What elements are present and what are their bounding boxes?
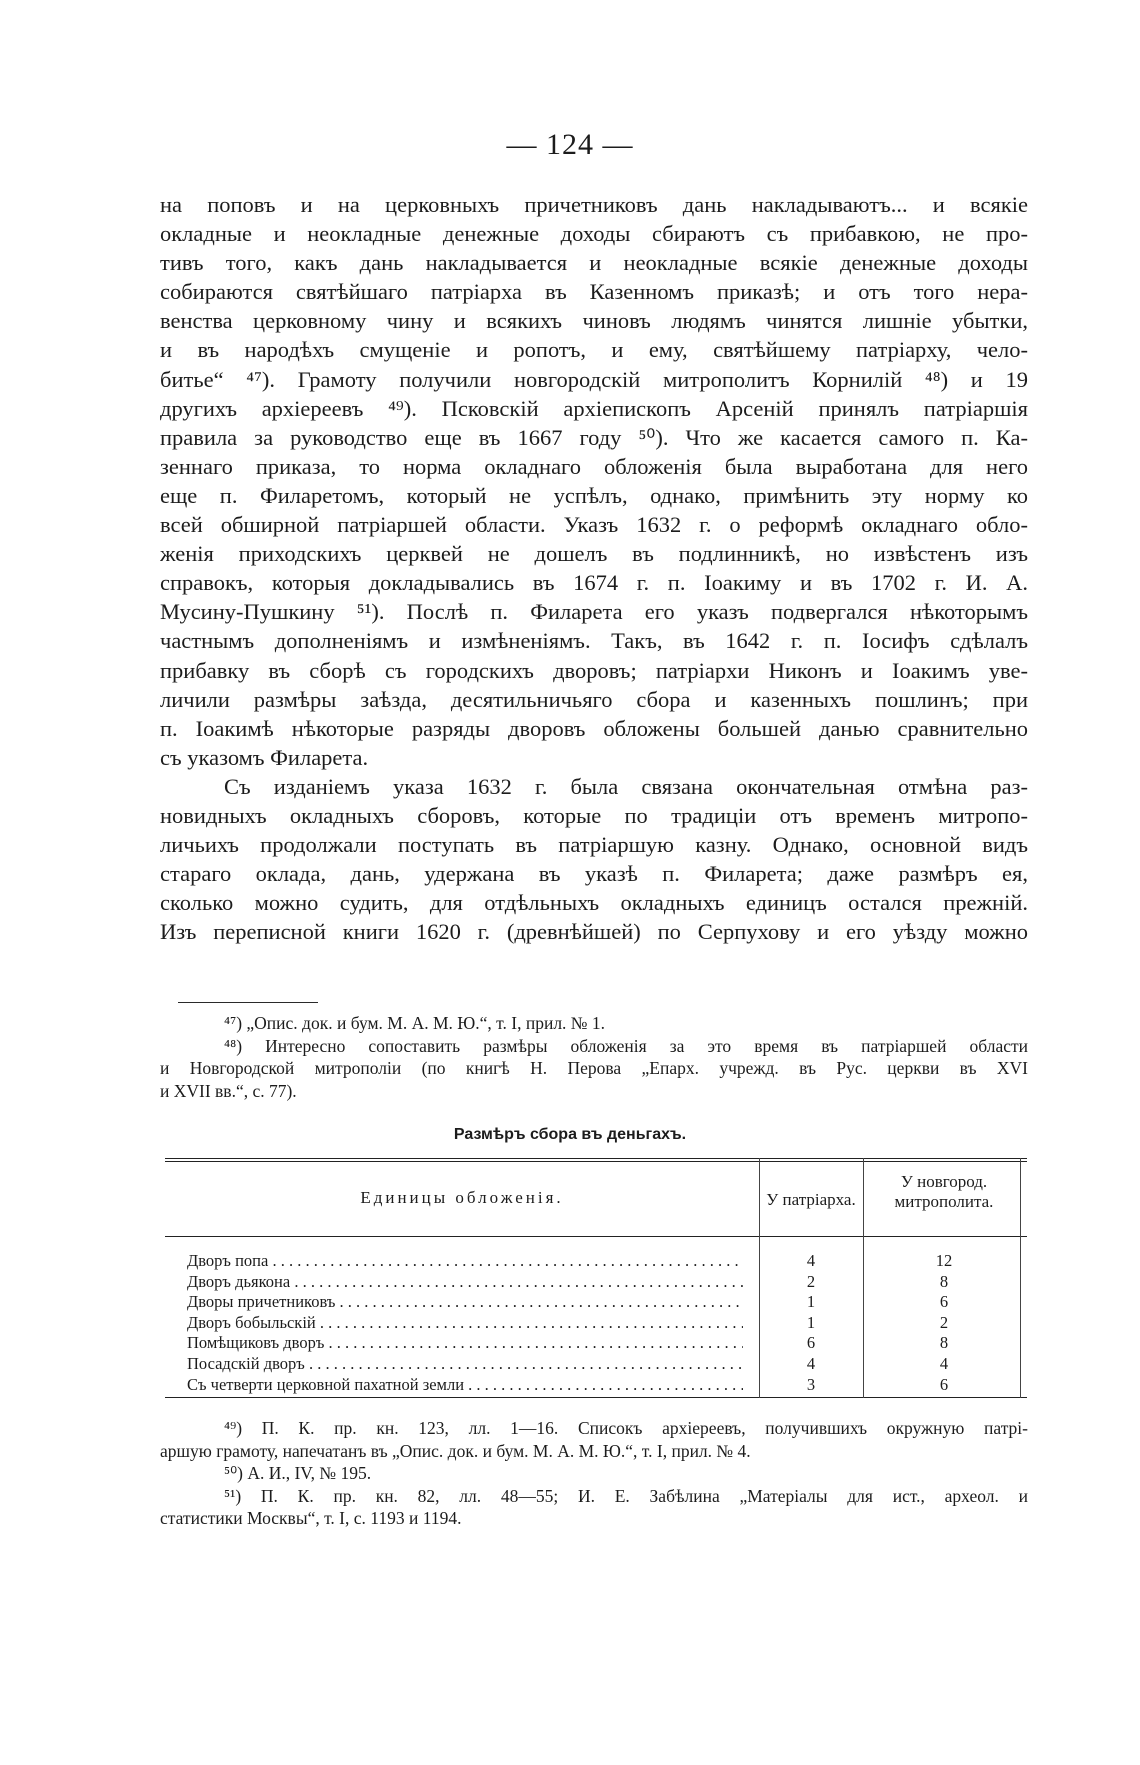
body-line: женія приходскихъ церквей не дошелъ въ подлинникѣ, но извѣстенъ изъ [160, 541, 1028, 567]
page-number: — 124 — [506, 128, 634, 161]
fee-table [165, 1158, 1027, 1398]
row-unit: Дворъ бобыльскій . . . [187, 1313, 743, 1333]
body-line: личили размѣры заѣзда, десятильничьяго сбора и казенныхъ пошлинъ; при [160, 686, 1028, 712]
body-line: битье“ ⁴⁷). Грамоту получили новгородскій митрополитъ Корнилій ⁴⁸) и 19 [160, 366, 1028, 392]
body-line: венства церковному чину и всякихъ чиновъ людямъ чинятся лишніе убытки, [160, 308, 1028, 334]
body-line: другихъ архіереевъ ⁴⁹). Псковскій архіепископъ Арсеній принялъ патріаршія [160, 395, 1028, 421]
row-unit: Дворъ дьякона . . . [187, 1272, 743, 1292]
table-row [165, 1375, 1027, 1396]
row-unit: Посадскій дворъ . . . [187, 1354, 743, 1374]
body-line: прибавку въ сборѣ съ городскихъ дворовъ; патріархи Никонъ и Іоакимъ уве- [160, 657, 1028, 683]
column-header-metropolitan-line2: митрополита. [894, 1192, 994, 1211]
row-unit: Помѣщиковъ дворъ . . . [187, 1333, 743, 1353]
row-metropolitan-value: 6 [939, 1292, 949, 1312]
body-line: всей обширной патріаршей области. Указъ 1632 г. о реформѣ окладнаго обло- [160, 512, 1028, 538]
footnotes-bottom [160, 1417, 1028, 1530]
row-patriarch-value: 1 [806, 1292, 816, 1312]
table-row [165, 1313, 1027, 1334]
footnote-line: и XVII вв.“, с. 77). [160, 1080, 297, 1101]
row-patriarch-value: 4 [806, 1251, 816, 1270]
body-line: частнымъ дополненіямъ и измѣненіямъ. Такъ, въ 1642 г. п. Іосифъ сдѣлалъ [160, 628, 1028, 654]
table-row [165, 1333, 1027, 1354]
row-patriarch-value: 2 [806, 1271, 816, 1291]
body-line: еще п. Филаретомъ, который не успѣлъ, однако, примѣнить эту норму ко [160, 482, 1028, 508]
body-line: правила за руководство еще въ 1667 году ⁵⁰). Что же касается самого п. Ка- [160, 424, 1028, 450]
table-rows [165, 1251, 1027, 1395]
row-metropolitan-value: 6 [939, 1374, 949, 1394]
body-line: п. Іоакимѣ нѣкоторые разряды дворовъ обложены большей данью сравнительно [160, 715, 1028, 741]
body-line: новидныхъ окладныхъ сборовъ, которые по традиціи отъ временъ митропо- [160, 802, 1028, 828]
body-line: окладные и неокладные денежные доходы сбираютъ съ прибавкою, не про- [160, 221, 1028, 247]
body-line: Изъ переписной книги 1620 г. (древнѣйшей) по Серпухову и его уѣзду можно [160, 919, 1028, 945]
row-patriarch-value: 6 [806, 1333, 816, 1353]
footnote-line: аршую грамоту, напечатанъ въ „Опис. док. и бум. М. А. М. Ю.“, т. I, прил. № 4. [160, 1440, 751, 1461]
body-line: сколько можно судить, для отдѣльныхъ окладныхъ единицъ остался прежній. [160, 890, 1028, 916]
row-metropolitan-value: 12 [935, 1251, 953, 1270]
column-header-patriarch: У патріарха. [766, 1190, 856, 1209]
table-top-rule [165, 1158, 1027, 1159]
table-row [165, 1251, 1027, 1272]
footnote-line: ⁴⁷) „Опис. док. и бум. М. А. М. Ю.“, т. I, прил. № 1. [224, 1013, 605, 1033]
table-row [165, 1272, 1027, 1293]
row-patriarch-value: 4 [806, 1353, 816, 1373]
row-metropolitan-value: 8 [939, 1333, 949, 1353]
row-metropolitan-value: 8 [939, 1271, 949, 1291]
body-line: справокъ, которыя докладывались въ 1674 г. п. Іоакиму и въ 1702 г. И. А. [160, 570, 1028, 596]
table-row [165, 1292, 1027, 1313]
footnote-line: и Новгородской митрополіи (по книгѣ Н. Перова „Епарх. учрежд. въ Рус. церкви въ XVI [160, 1058, 1028, 1078]
row-unit: Съ четверти церковной пахатной земли . . . [187, 1375, 743, 1395]
body-line: съ указомъ Филарета. [160, 744, 369, 770]
footnote-line: статистики Москвы“, т. I, с. 1193 и 1194. [160, 1508, 462, 1528]
row-patriarch-value: 3 [806, 1374, 816, 1394]
body-line: личьихъ продолжали поступать въ патріаршую казну. Однако, основной видъ [160, 832, 1028, 858]
column-header-metropolitan-line1: У новгород. [900, 1172, 988, 1191]
body-line: зеннаго приказа, то норма окладнаго обложенія была выработана для него [160, 453, 1028, 479]
footnote-line: ⁴⁹) П. К. пр. кн. 123, лл. 1—16. Списокъ архіереевъ, получившихъ окружную патрі- [224, 1418, 1028, 1438]
body-line: Съ изданіемъ указа 1632 г. была связана окончательная отмѣна раз- [224, 773, 1028, 799]
footnote-divider [178, 1002, 318, 1003]
body-line: стараго оклада, дань, удержана въ указѣ п. Филарета; даже размѣръ ея, [160, 861, 1028, 887]
body-line: на поповъ и на церковныхъ причетниковъ дань накладываютъ... и всякіе [160, 192, 1028, 217]
table-row [165, 1354, 1027, 1375]
row-patriarch-value: 1 [806, 1312, 816, 1332]
row-metropolitan-value: 2 [939, 1312, 949, 1332]
body-line: тивъ того, какъ дань накладывается и неокладные всякіе денежные доходы [160, 250, 1028, 276]
body-line: Мусину-Пушкину ⁵¹). Послѣ п. Филарета его указъ подвергался нѣкоторымъ [160, 599, 1028, 625]
column-header-metropolitan [869, 1172, 1019, 1212]
row-unit: Дворъ попа . . . [187, 1251, 743, 1271]
row-unit: Дворы причетниковъ . . . [187, 1292, 743, 1312]
column-header-units: Единицы обложенія. [360, 1188, 564, 1207]
footnotes-top [160, 1012, 1028, 1102]
row-metropolitan-value: 4 [939, 1353, 949, 1373]
footnote-line: ⁴⁸) Интересно сопоставить размѣры обложенія за это время въ патріаршей области [224, 1035, 1028, 1056]
footnote-line: ⁵⁰) А. И., IV, № 195. [224, 1463, 372, 1483]
body-text [160, 190, 1028, 946]
footnote-line: ⁵¹) П. К. пр. кн. 82, лл. 48—55; И. Е. Забѣлина „Матеріалы для ист., археол. и [224, 1485, 1028, 1506]
table-top-rule-inner [165, 1161, 1027, 1162]
body-line: собираются святѣйшаго патріарха въ Казенномъ приказѣ; и отъ того нера- [160, 279, 1028, 305]
table-title: Размѣръ сбора въ деньгахъ. [453, 1126, 687, 1143]
table-bottom-rule [165, 1397, 1027, 1398]
table-header-rule [165, 1236, 1027, 1237]
body-line: и въ народѣхъ смущеніе и ропотъ, и ему, святѣйшему патріарху, чело- [160, 337, 1028, 363]
